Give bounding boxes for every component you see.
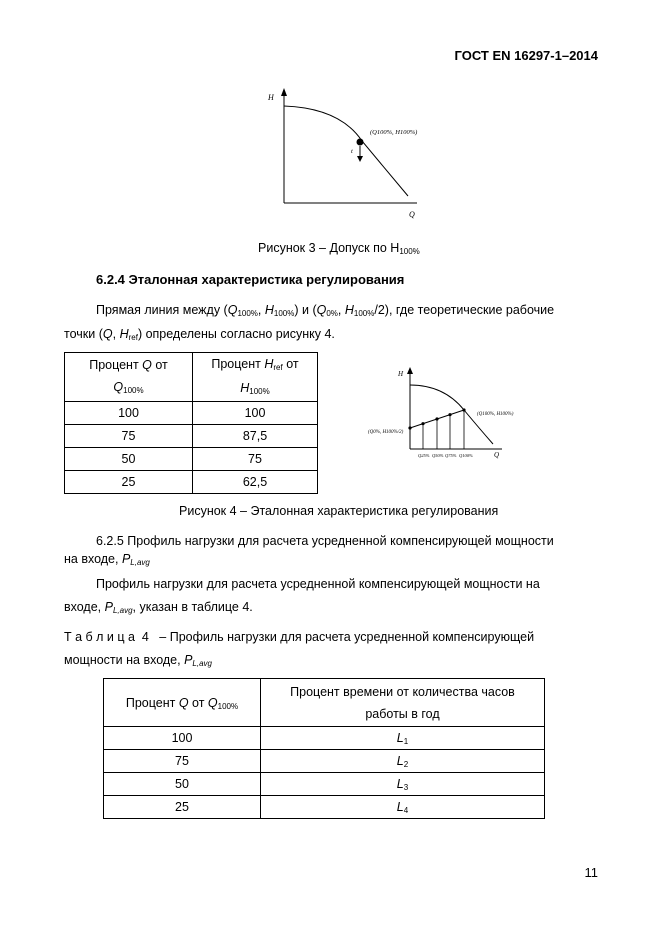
- table4-cell-time: $L_4$: [261, 796, 545, 819]
- fig4-x-tick-label: Q100%: [459, 453, 473, 458]
- table4-row: [104, 727, 545, 750]
- section-title-6-2-4: 6.2.4 Эталонная характеристика регулирования: [96, 272, 405, 287]
- ref-table-row: [65, 448, 318, 471]
- fig4-left-label: (Q0%, H100%/2): [368, 430, 404, 435]
- ref-table-cell-q: 100: [65, 402, 193, 425]
- ref-table-cell-h: 75: [193, 448, 318, 471]
- table4-header-time: Процент времени от количества часов работы в год: [261, 679, 545, 727]
- ref-table-cell-h: 87,5: [193, 425, 318, 448]
- fig4-h-label: H: [398, 370, 404, 378]
- paragraph-line-1: Прямая линия между ($Q_{100\%}$, $H_{100\%}$) и ($Q_{0\%}$, $H_{100\%}/2$), где теоретические рабочие: [96, 303, 555, 318]
- table4-row: [104, 796, 545, 819]
- fig4-ref-point: [408, 426, 411, 429]
- fig4-q-label: Q: [494, 451, 500, 459]
- ref-table-cell-q: 75: [65, 425, 193, 448]
- table4-cell-q: 100: [104, 727, 261, 750]
- section-title-6-2-5: 6.2.5 Профиль нагрузки для расчета усредненной компенсирующей мощности: [96, 534, 554, 548]
- table-4-caption-line-2: мощности на входе, $P_{L,avg}$: [64, 653, 212, 668]
- ref-table-row: [65, 471, 318, 494]
- ref-table-row: [65, 402, 318, 425]
- table4-header-q: Процент Q от $Q_{100\%}$: [104, 679, 261, 727]
- paragraph-line-2: точки (Q, $H_{ref}$) определены согласно рисунку 4.: [64, 327, 335, 342]
- table4-cell-q: 50: [104, 773, 261, 796]
- ref-table-row: [65, 425, 318, 448]
- ref-table-header-h: Процент $H_{ref}$ от $H_{100\%}$: [193, 353, 318, 402]
- fig3-point-label: (Q100%, H100%): [370, 129, 418, 136]
- ref-table-header-q: Процент Q от $Q_{100\%}$: [65, 353, 193, 402]
- table4-row: [104, 750, 545, 773]
- table4-cell-time: $L_2$: [261, 750, 545, 773]
- section-6-2-5-line-2: на входе, $P_{L,avg}$: [64, 552, 150, 567]
- fig4-point-label: (Q100%, H100%): [477, 412, 514, 417]
- table4-cell-time: $L_1$: [261, 727, 545, 750]
- ref-table-cell-h: 100: [193, 402, 318, 425]
- paragraph-reference-line: [96, 298, 598, 324]
- fig3-curve: [284, 106, 408, 196]
- fig3-h-label: H: [268, 93, 274, 102]
- figure-4-caption: Рисунок 4 – Эталонная характеристика регулирования: [179, 504, 499, 518]
- ref-table-cell-h: 62,5: [193, 471, 318, 494]
- table4-row: [104, 773, 545, 796]
- paragraph-load-profile-1: Профиль нагрузки для расчета усредненной компенсирующей мощности на: [96, 577, 540, 591]
- fig3-q-label: Q: [409, 210, 415, 219]
- paragraph-load-profile-2: входе, $P_{L,avg}$, указан в таблице 4.: [64, 600, 253, 615]
- fig3-h-axis-arrow: [281, 88, 287, 96]
- fig4-x-tick-label: Q25%: [418, 453, 430, 458]
- table4-cell-q: 25: [104, 796, 261, 819]
- figure-4-graph: [364, 364, 514, 460]
- fig4-x-tick-label: Q50%: [432, 453, 444, 458]
- table4-cell-time: $L_3$: [261, 773, 545, 796]
- figure-3-caption: Рисунок 3 – Допуск по $H_{100\%}$: [258, 241, 420, 256]
- reference-table: [64, 352, 318, 494]
- figure-3-graph: [262, 86, 432, 221]
- table-4-caption-line-1: Т а б л и ц а 4 – Профиль нагрузки для расчета усредненной компенсирующей: [64, 630, 535, 644]
- table4-cell-q: 75: [104, 750, 261, 773]
- fig4-x-tick-label: Q75%: [445, 453, 457, 458]
- document-code-header: ГОСТ EN 16297-1–2014: [454, 48, 598, 63]
- ref-table-cell-q: 50: [65, 448, 193, 471]
- page-number: 11: [584, 865, 598, 880]
- fig3-operating-point: [357, 139, 364, 146]
- ref-table-cell-q: 25: [65, 471, 193, 494]
- fig3-tolerance-label: t: [351, 148, 353, 155]
- table-4: [103, 678, 545, 819]
